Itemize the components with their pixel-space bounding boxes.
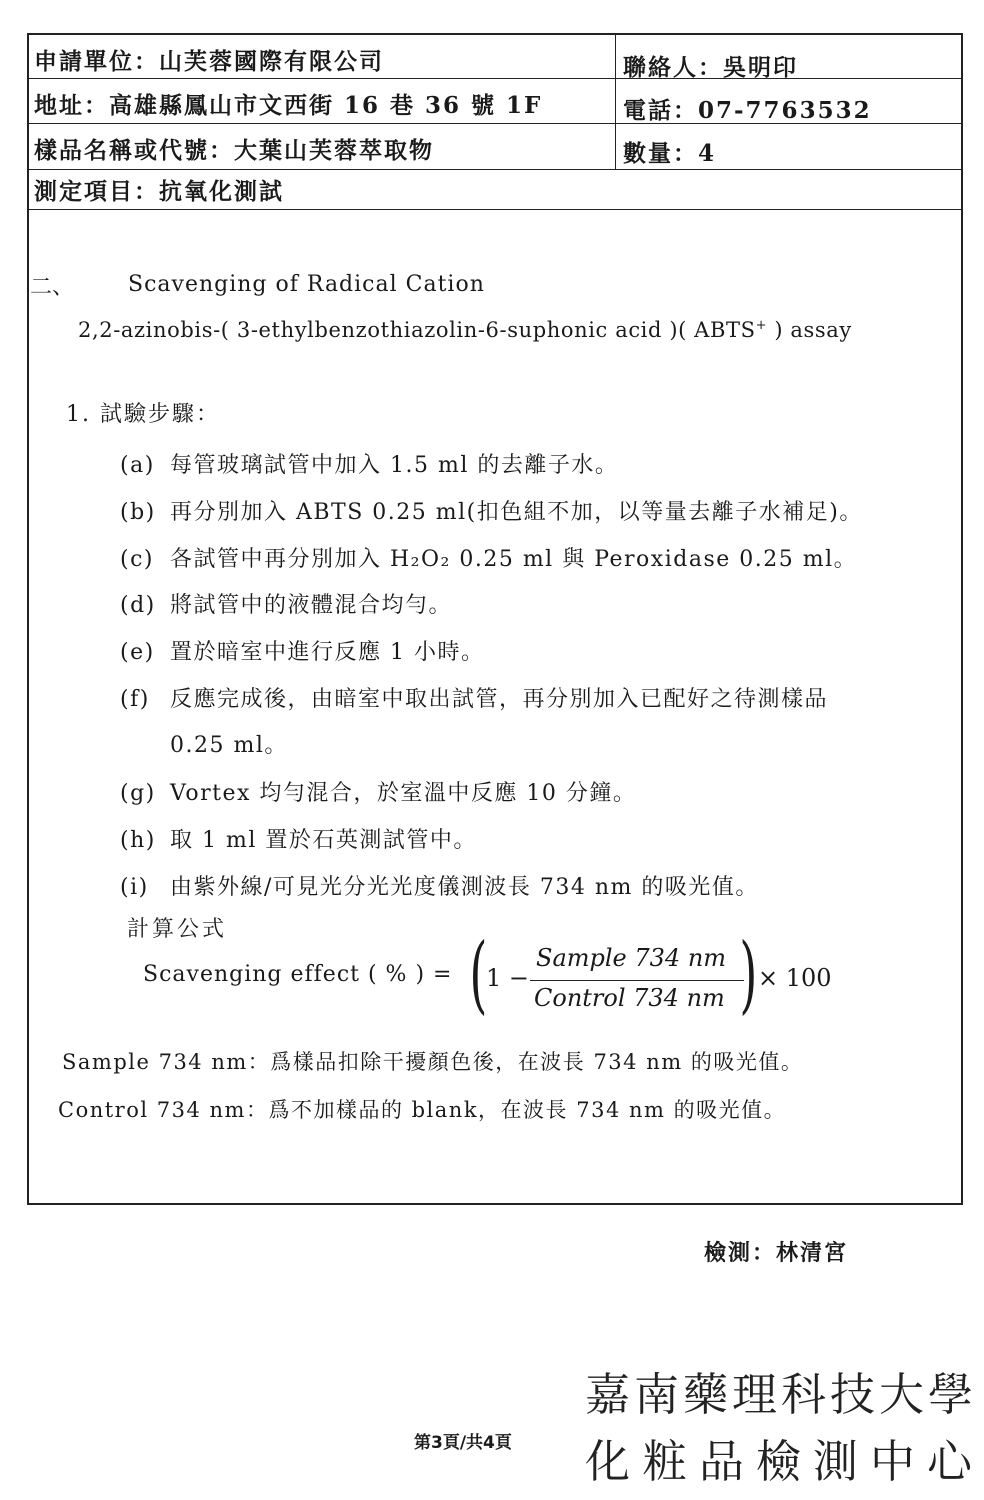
- step-text: 取 1 ml 置於石英測試管中。: [170, 828, 477, 853]
- formula-lhs: Scavenging effect ( % ) =: [143, 962, 453, 987]
- step-label: (h): [120, 828, 156, 853]
- sample-name-field: 樣品名稱或代號：大葉山芙蓉萃取物: [34, 137, 434, 164]
- left-paren: (: [469, 925, 488, 1023]
- divider: [615, 35, 616, 169]
- times-hundred: × 100: [758, 964, 832, 992]
- step-text: 置於暗室中進行反應 1 小時。: [170, 640, 485, 665]
- step-text: 由紫外線/可見光分光光度儀測波長 734 nm 的吸光值。: [170, 875, 759, 900]
- procedure-step: [120, 448, 618, 479]
- step-label: (d): [120, 593, 156, 618]
- step-text: 將試管中的液體混合均勻。: [170, 593, 453, 618]
- step-label: (f): [120, 687, 150, 712]
- formula-expression: [468, 925, 832, 1023]
- subtitle-end: ) assay: [767, 318, 852, 342]
- one-minus: 1 −: [486, 964, 530, 992]
- step-label: (g): [120, 781, 156, 806]
- step-label: (b): [120, 500, 156, 525]
- section-title: Scavenging of Radical Cation: [128, 272, 485, 297]
- step-text: Vortex 均勻混合，於室溫中反應 10 分鐘。: [170, 781, 637, 806]
- formula-heading: 計算公式: [127, 917, 228, 942]
- right-paren: ): [739, 925, 758, 1023]
- section-subtitle: [78, 318, 852, 342]
- procedure-step: [120, 542, 857, 573]
- subtitle-main: 2,2-azinobis-( 3-ethylbenzothiazolin-6-suphonic acid )( ABTS: [78, 318, 756, 342]
- subtitle-superscript: +: [755, 318, 768, 333]
- divider: [29, 209, 961, 210]
- step-label: (e): [120, 640, 155, 665]
- control-definition: Control 734 nm：爲不加樣品的 blank，在波長 734 nm 的吸光值。: [58, 1098, 787, 1122]
- procedure-step: [120, 776, 636, 807]
- test-item-field: 測定項目：抗氧化測試: [34, 178, 284, 205]
- step-text: 再分別加入 ABTS 0.25 ml(扣色組不加，以等量去離子水補足)。: [170, 500, 863, 525]
- fraction-numerator: Sample 734 nm: [536, 944, 727, 972]
- procedure-step: [120, 495, 863, 526]
- step-label: (a): [120, 453, 155, 478]
- procedure-heading: 1. 試驗步驟：: [66, 402, 220, 427]
- page-number: 第3頁/共4頁: [414, 1433, 512, 1453]
- stamp-line-1: 嘉南藥理科技大學: [585, 1368, 978, 1421]
- address-field: 地址：高雄縣鳳山市文西街 16 巷 36 號 1F: [34, 92, 543, 119]
- procedure-step: [120, 823, 477, 854]
- divider: [29, 78, 961, 79]
- fraction-denominator: Control 734 nm: [534, 984, 725, 1012]
- institution-stamp: [585, 1358, 984, 1490]
- procedure-step: [120, 682, 828, 713]
- quantity-field: 數量：4: [623, 140, 717, 167]
- contact-field: 聯絡人：吳明印: [623, 54, 798, 81]
- procedure-step: [120, 870, 759, 901]
- step-label: (i): [120, 875, 149, 900]
- step-text: 反應完成後，由暗室中取出試管，再分別加入已配好之待測樣品: [170, 687, 829, 712]
- stamp-line-2: 化粧品檢測中心: [585, 1435, 984, 1488]
- procedure-step: [120, 588, 452, 619]
- procedure-step: [120, 635, 484, 666]
- step-text: 0.25 ml。: [170, 733, 288, 758]
- procedure-step: [120, 728, 288, 759]
- divider: [29, 169, 961, 170]
- applicant-field: 申請單位：山芙蓉國際有限公司: [34, 48, 384, 75]
- section-number: 二、: [30, 275, 75, 300]
- tester-signature: 檢測：林清宮: [704, 1240, 849, 1266]
- phone-field: 電話：07-7763532: [623, 97, 872, 124]
- report-frame: [27, 33, 963, 1205]
- sample-definition: Sample 734 nm：爲樣品扣除干擾顏色後，在波長 734 nm 的吸光值。: [62, 1050, 804, 1074]
- step-text: 每管玻璃試管中加入 1.5 ml 的去離子水。: [170, 453, 619, 478]
- step-label: (c): [120, 547, 154, 572]
- fraction-bar: [530, 980, 744, 981]
- step-text: 各試管中再分別加入 H₂O₂ 0.25 ml 與 Peroxidase 0.25 ml。: [170, 547, 858, 572]
